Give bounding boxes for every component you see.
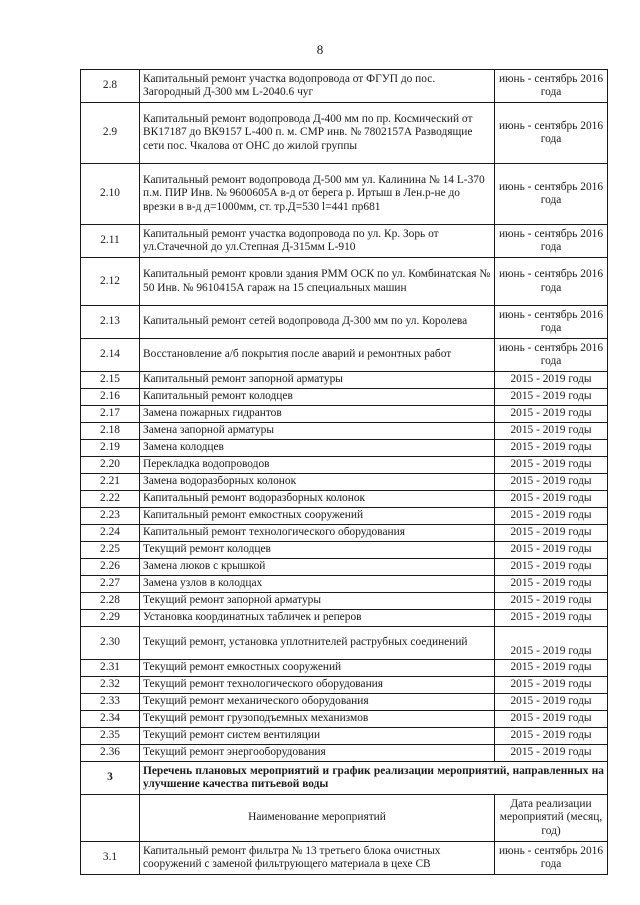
row-description: Капитальный ремонт водопровода Д-500 мм ул. Калинина № 14 L-370 п.м. ПИР Инв. № 9600605А в-д от берега р. Иртыш в Лен.р-не до врезки в в-д д=1000мм, ст. тр.Д=530 l=441 пр681 <box>140 164 495 225</box>
row-date: 2015 - 2019 годы <box>495 389 608 406</box>
row-number: 2.36 <box>81 745 140 762</box>
row-description: Перекладка водопроводов <box>140 457 495 474</box>
row-date: 2015 - 2019 годы <box>495 474 608 491</box>
table-row <box>81 627 608 660</box>
row-description: Капитальный ремонт запорной арматуры <box>140 372 495 389</box>
row-description: Текущий ремонт, установка уплотнителей раструбных соединений <box>140 627 495 660</box>
row-date: 2015 - 2019 годы <box>495 440 608 457</box>
header-name: Наименование мероприятий <box>140 795 495 842</box>
table-row <box>81 389 608 406</box>
row-description: Капитальный ремонт участка водопровода по ул. Кр. Зорь от ул.Стачечной до ул.Степная Д-315мм L-910 <box>140 225 495 258</box>
row-date: 2015 - 2019 годы <box>495 627 608 660</box>
row-date: июнь - сентябрь 2016 года <box>495 258 608 306</box>
row-date: 2015 - 2019 годы <box>495 423 608 440</box>
row-number: 2.13 <box>81 306 140 339</box>
table-row <box>81 474 608 491</box>
table-row <box>81 728 608 745</box>
row-number: 2.14 <box>81 339 140 372</box>
page-number: 8 <box>316 42 324 57</box>
row-date: 2015 - 2019 годы <box>495 677 608 694</box>
row-number: 2.32 <box>81 677 140 694</box>
row-date: июнь - сентябрь 2016 года <box>495 164 608 225</box>
row-description: Капитальный ремонт емкостных сооружений <box>140 508 495 525</box>
row-description: Капитальный ремонт кровли здания РММ ОСК по ул. Комбинатская № 50 Инв. № 9610415А гараж на 15 специальных машин <box>140 258 495 306</box>
row-number: 2.26 <box>81 559 140 576</box>
table-row <box>81 508 608 525</box>
column-header-row <box>81 795 608 842</box>
table-row <box>81 542 608 559</box>
row-date: 2015 - 2019 годы <box>495 694 608 711</box>
row-date: 2015 - 2019 годы <box>495 576 608 593</box>
row-description: Текущий ремонт емкостных сооружений <box>140 660 495 677</box>
row-date: 2015 - 2019 годы <box>495 593 608 610</box>
row-description: Текущий ремонт технологического оборудования <box>140 677 495 694</box>
row-number: 2.12 <box>81 258 140 306</box>
row-date: 2015 - 2019 годы <box>495 508 608 525</box>
table-row <box>81 70 608 103</box>
row-number: 2.31 <box>81 660 140 677</box>
row-description: Замена водоразборных колонок <box>140 474 495 491</box>
table-row <box>81 164 608 225</box>
row-number: 2.24 <box>81 525 140 542</box>
section-title: Перечень плановых мероприятий и график реализации мероприятий, направленных на улучшение качества питьевой воды <box>140 762 608 795</box>
table-row <box>81 423 608 440</box>
row-number: 2.27 <box>81 576 140 593</box>
table-row <box>81 440 608 457</box>
header-empty-cell <box>81 795 140 842</box>
row-number: 2.22 <box>81 491 140 508</box>
row-number: 3.1 <box>81 842 140 875</box>
row-number: 2.33 <box>81 694 140 711</box>
table-row <box>81 406 608 423</box>
row-date: июнь - сентябрь 2016 года <box>495 842 608 875</box>
row-number: 2.9 <box>81 103 140 164</box>
section-number: 3 <box>81 762 140 795</box>
row-description: Замена узлов в колодцах <box>140 576 495 593</box>
row-description: Восстановление а/б покрытия после аварий и ремонтных работ <box>140 339 495 372</box>
row-description: Замена пожарных гидрантов <box>140 406 495 423</box>
table-row <box>81 745 608 762</box>
header-date: Дата реализации мероприятий (месяц, год) <box>495 795 608 842</box>
row-description: Текущий ремонт механического оборудования <box>140 694 495 711</box>
row-date: 2015 - 2019 годы <box>495 525 608 542</box>
row-date: июнь - сентябрь 2016 года <box>495 306 608 339</box>
row-description: Текущий ремонт запорной арматуры <box>140 593 495 610</box>
row-description: Текущий ремонт грузоподъемных механизмов <box>140 711 495 728</box>
measures-table <box>80 69 608 875</box>
row-description: Капитальный ремонт фильтра № 13 третьего блока очистных сооружений с заменой фильтрующего материала в цехе СВ <box>140 842 495 875</box>
row-description: Замена колодцев <box>140 440 495 457</box>
table-row <box>81 610 608 627</box>
table-row <box>81 306 608 339</box>
row-description: Замена запорной арматуры <box>140 423 495 440</box>
row-description: Капитальный ремонт технологического оборудования <box>140 525 495 542</box>
table-row <box>81 525 608 542</box>
row-number: 2.35 <box>81 728 140 745</box>
table-row <box>81 711 608 728</box>
row-date: июнь - сентябрь 2016 года <box>495 225 608 258</box>
row-description: Установка координатных табличек и реперов <box>140 610 495 627</box>
row-date: 2015 - 2019 годы <box>495 406 608 423</box>
row-date: июнь - сентябрь 2016 года <box>495 339 608 372</box>
row-number: 2.18 <box>81 423 140 440</box>
table-row <box>81 258 608 306</box>
row-date: 2015 - 2019 годы <box>495 491 608 508</box>
row-date: 2015 - 2019 годы <box>495 372 608 389</box>
row-description: Текущий ремонт систем вентиляции <box>140 728 495 745</box>
table-row <box>81 339 608 372</box>
row-number: 2.8 <box>81 70 140 103</box>
table-row <box>81 842 608 875</box>
row-date: июнь - сентябрь 2016 года <box>495 103 608 164</box>
row-description: Капитальный ремонт участка водопровода от ФГУП до пос. Загородный Д-300 мм L-2040.6 чуг <box>140 70 495 103</box>
row-description: Текущий ремонт энергооборудования <box>140 745 495 762</box>
row-date: июнь - сентябрь 2016 года <box>495 70 608 103</box>
table-row <box>81 457 608 474</box>
row-number: 2.25 <box>81 542 140 559</box>
row-number: 2.30 <box>81 627 140 660</box>
row-date: 2015 - 2019 годы <box>495 610 608 627</box>
table-row <box>81 103 608 164</box>
row-description: Капитальный ремонт сетей водопровода Д-300 мм по ул. Королева <box>140 306 495 339</box>
row-date: 2015 - 2019 годы <box>495 745 608 762</box>
table-row <box>81 576 608 593</box>
row-number: 2.19 <box>81 440 140 457</box>
row-number: 2.34 <box>81 711 140 728</box>
row-date: 2015 - 2019 годы <box>495 559 608 576</box>
row-date: 2015 - 2019 годы <box>495 728 608 745</box>
table-row <box>81 593 608 610</box>
row-date: 2015 - 2019 годы <box>495 542 608 559</box>
row-number: 2.17 <box>81 406 140 423</box>
row-number: 2.20 <box>81 457 140 474</box>
measures-table-body <box>81 70 608 762</box>
table-row <box>81 372 608 389</box>
row-date: 2015 - 2019 годы <box>495 711 608 728</box>
row-number: 2.11 <box>81 225 140 258</box>
row-date: 2015 - 2019 годы <box>495 660 608 677</box>
row-number: 2.15 <box>81 372 140 389</box>
row-date: 2015 - 2019 годы <box>495 457 608 474</box>
row-description: Капитальный ремонт водоразборных колонок <box>140 491 495 508</box>
row-number: 2.29 <box>81 610 140 627</box>
section-title-row <box>81 762 608 795</box>
table-row <box>81 559 608 576</box>
table-row <box>81 491 608 508</box>
row-number: 2.28 <box>81 593 140 610</box>
row-description: Текущий ремонт колодцев <box>140 542 495 559</box>
table-row <box>81 660 608 677</box>
section-3 <box>81 762 608 875</box>
table-row <box>81 694 608 711</box>
row-description: Капитальный ремонт водопровода Д-400 мм по пр. Космический от ВК17187 до ВК9157 L-400 п. м. СМР инв. № 7802157А Разводящие сети пос. Чкалова от ОНС до жилой группы <box>140 103 495 164</box>
row-description: Капитальный ремонт колодцев <box>140 389 495 406</box>
row-number: 2.23 <box>81 508 140 525</box>
table-row <box>81 225 608 258</box>
row-number: 2.16 <box>81 389 140 406</box>
row-number: 2.10 <box>81 164 140 225</box>
row-number: 2.21 <box>81 474 140 491</box>
row-description: Замена люков с крышкой <box>140 559 495 576</box>
table-row <box>81 677 608 694</box>
